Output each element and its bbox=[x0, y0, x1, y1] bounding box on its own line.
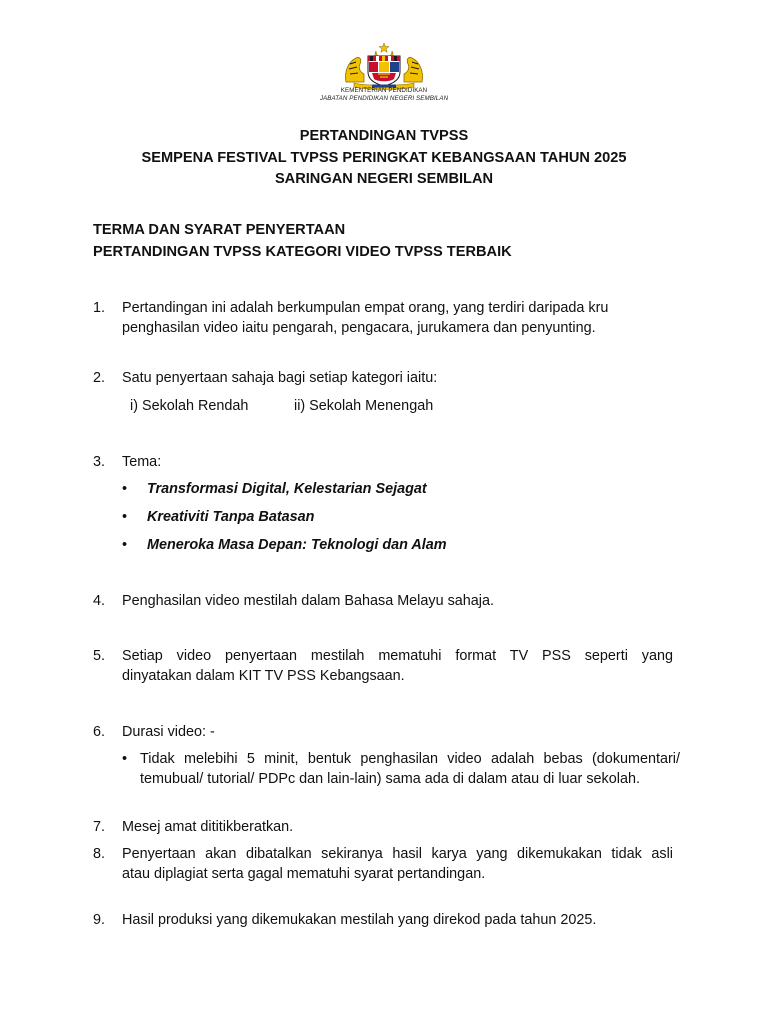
bullet-icon: • bbox=[122, 751, 128, 767]
bullet-icon: • bbox=[122, 509, 128, 525]
item-number: 2. bbox=[93, 370, 106, 386]
list-item-line: dinyatakan dalam KIT TV PSS Kebangsaan. bbox=[122, 667, 405, 684]
list-item-line: atau diplagiat serta gagal mematuhi syarat pertandingan. bbox=[122, 865, 486, 882]
list-item-line: Pertandingan ini adalah berkumpulan empat orang, yang terdiri daripada kru bbox=[122, 300, 609, 316]
bullet-icon: • bbox=[122, 537, 128, 553]
item-number: 1. bbox=[93, 300, 106, 316]
section-heading-line-2: PERTANDINGAN TVPSS KATEGORI VIDEO TVPSS TERBAIK bbox=[93, 243, 512, 260]
item-number: 7. bbox=[93, 819, 106, 835]
list-item-9: Hasil produksi yang dikemukakan mestilah yang direkod pada tahun 2025. bbox=[122, 912, 597, 928]
theme-item: Kreativiti Tanpa Batasan bbox=[147, 509, 315, 525]
theme-item: Meneroka Masa Depan: Teknologi dan Alam bbox=[147, 537, 447, 553]
duration-detail bbox=[140, 750, 680, 789]
list-item-line: Setiap video penyertaan mestilah mematuhi format TV PSS seperti yang bbox=[122, 648, 673, 664]
theme-item: Transformasi Digital, Kelestarian Sejagat bbox=[147, 481, 427, 497]
section-heading bbox=[93, 220, 693, 263]
list-item-4: Penghasilan video mestilah dalam Bahasa Melayu sahaja. bbox=[122, 593, 494, 609]
duration-detail-line: temubual/ tutorial/ PDPc dan lain-lain) sama ada di dalam atau di luar sekolah. bbox=[140, 770, 640, 787]
title-line-1: PERTANDINGAN TVPSS bbox=[299, 128, 469, 144]
ministry-name: KEMENTERIAN PENDIDIKAN bbox=[340, 87, 428, 94]
list-item-6: Durasi video: - bbox=[122, 724, 215, 740]
sub-option-secondary: ii) Sekolah Menengah bbox=[294, 398, 434, 414]
item-number: 9. bbox=[93, 912, 106, 928]
sub-option-primary: i) Sekolah Rendah bbox=[130, 398, 249, 414]
list-item-2: Satu penyertaan sahaja bagi setiap kategori iaitu: bbox=[122, 370, 438, 386]
item-number: 4. bbox=[93, 593, 106, 609]
title-line-2: SEMPENA FESTIVAL TVPSS PERINGKAT KEBANGSAAN TAHUN 2025 bbox=[141, 149, 627, 166]
item-number: 5. bbox=[93, 648, 106, 664]
bullet-icon: • bbox=[122, 481, 128, 497]
department-name: JABATAN PENDIDIKAN NEGERI SEMBILAN bbox=[319, 94, 449, 102]
item-number: 8. bbox=[93, 846, 106, 862]
list-item-line: Penyertaan akan dibatalkan sekiranya hasil karya yang dikemukakan tidak asli bbox=[122, 846, 673, 862]
item-number: 6. bbox=[93, 724, 106, 740]
list-item-1 bbox=[122, 299, 673, 338]
list-item-7: Mesej amat dititikberatkan. bbox=[122, 819, 294, 835]
list-item-5 bbox=[122, 647, 673, 686]
list-item-8 bbox=[122, 845, 673, 884]
ministry-caption bbox=[280, 87, 488, 102]
section-heading-line-1: TERMA DAN SYARAT PENYERTAAN bbox=[93, 222, 346, 238]
title-line-3: SARINGAN NEGERI SEMBILAN bbox=[274, 171, 494, 187]
document-title bbox=[0, 126, 768, 191]
list-item-3: Tema: bbox=[122, 454, 162, 470]
duration-detail-line: Tidak melebihi 5 minit, bentuk penghasilan video adalah bebas (dokumentari/ bbox=[140, 751, 680, 767]
coat-of-arms-icon bbox=[334, 42, 434, 90]
item-number: 3. bbox=[93, 454, 106, 470]
list-item-line: penghasilan video iaitu pengarah, pengacara, jurukamera dan penyunting. bbox=[122, 319, 596, 336]
